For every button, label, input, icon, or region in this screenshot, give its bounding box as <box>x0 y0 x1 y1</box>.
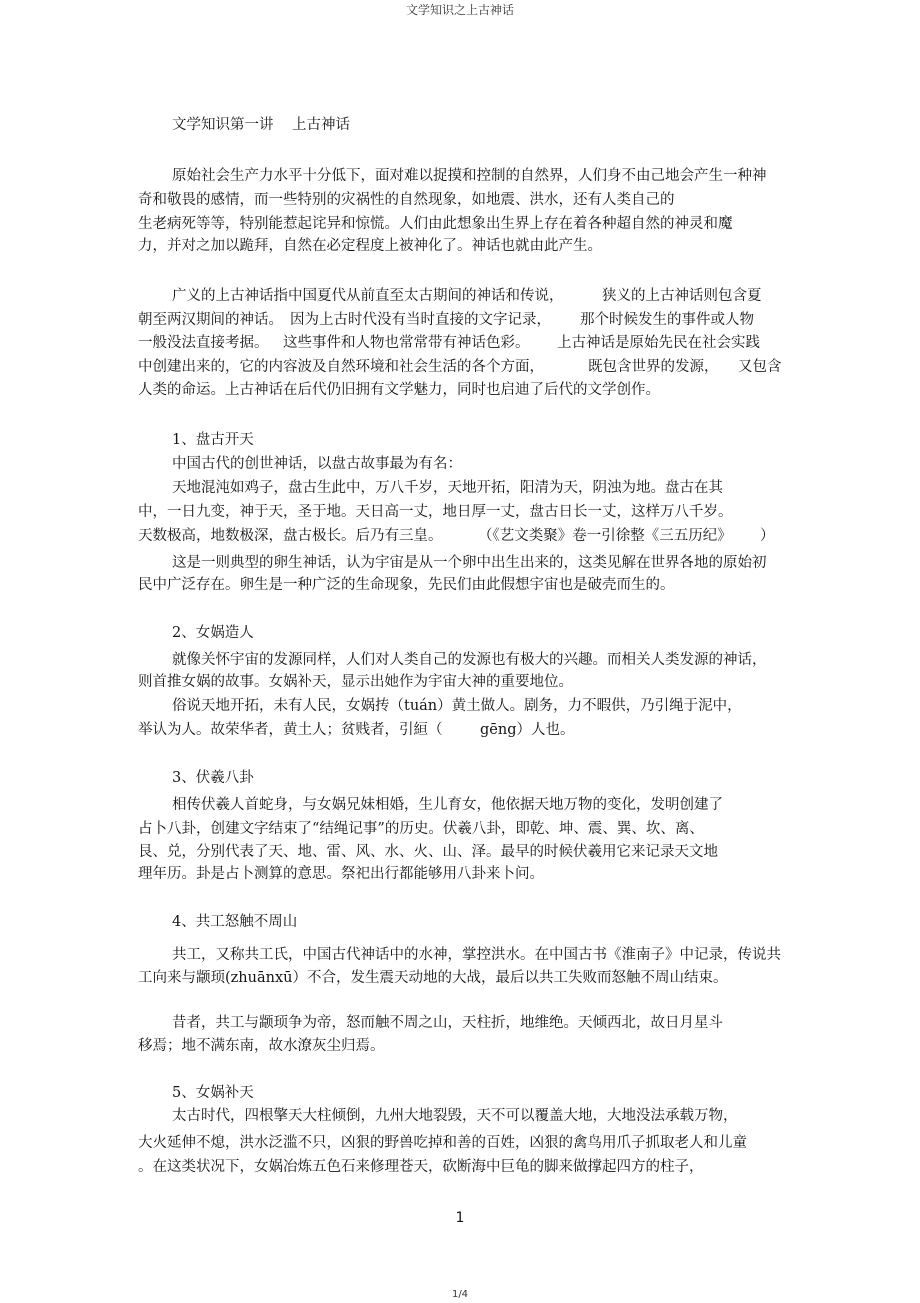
text-segment: 则首推女娲的故事。女娲补天，显示出她作为宇宙大神的重要地位。 <box>138 674 573 690</box>
text-segment: 占卜八卦，创建文字结束了“结绳记事”的历史。伏羲八卦，即乾、坤、震、巽、坎、离、 <box>138 821 704 837</box>
text-segment: 奇和敬畏的感情，而一些特别的灾祸性的自然现象，如地震、洪水，还有人类自己的 <box>138 192 675 208</box>
lecture-topic: 上古神话 <box>292 117 350 133</box>
text-segment: 中国古代的创世神话，以盘古故事最为有名： <box>172 456 462 472</box>
text-segment: 天地混沌如鸡子，盘古生此中，万八千岁，天地开拓，阳清为天，阴浊为地。盘古在其 <box>172 480 723 496</box>
text-segment: 相传伏羲人首蛇身，与女娲兄妹相婚，生儿育女，他依据天地万物的变化，发明创建了 <box>172 797 723 813</box>
section-heading <box>0 913 920 931</box>
text-segment: gēng）人也。 <box>480 722 575 738</box>
text-line <box>0 1158 920 1176</box>
text-segment: 俗说天地开拓，未有人民，女娲抟（tuán）黄土做人。剧务，力不暇供，乃引绳于泥中， <box>172 698 742 714</box>
text-line <box>0 1107 920 1125</box>
text-segment: 那个时候发生的事件或人物 <box>580 312 754 328</box>
text-line <box>0 358 920 376</box>
text-line <box>0 1134 920 1152</box>
text-segment: 狭义的上古神话则包含夏 <box>602 288 762 304</box>
text-line <box>0 503 920 521</box>
text-segment: 又包含 <box>738 359 782 375</box>
text-line <box>0 820 920 838</box>
text-line <box>0 167 920 185</box>
text-line <box>0 673 920 691</box>
section-heading <box>0 769 920 787</box>
text-line <box>0 865 920 883</box>
text-line <box>0 527 920 545</box>
section-heading-text: 5、女娲补天 <box>172 1085 254 1101</box>
text-segment: 太古时代，四根擎天大柱倾倒，九州大地裂毁，天不可以覆盖大地，大地没法承载万物， <box>172 1108 738 1124</box>
text-line <box>0 311 920 329</box>
text-line <box>0 843 920 861</box>
text-line <box>0 721 920 739</box>
page-indicator: 1/4 <box>451 1289 469 1300</box>
text-segment: 移焉；地不满东南，故水潦灰尘归焉。 <box>138 1038 385 1054</box>
text-line <box>0 381 920 399</box>
text-line <box>0 1037 920 1055</box>
text-segment: 昔者，共工与颛顼争为帝，怒而触不周之山，天柱折，地维绝。天倾西北，故日月星斗 <box>172 1015 723 1031</box>
text-segment: 。在这类状况下，女娲冶炼五色石来修理苍天，砍断海中巨龟的脚来做撑起四方的柱子， <box>138 1159 704 1175</box>
text-segment: 因为上古时代没有当时直接的文字记录， <box>290 312 551 328</box>
text-segment: 朝至两汉期间的神话。 <box>138 312 283 328</box>
text-segment: 共工，又称共工氏，中国古代神话中的水神，掌控洪水。在中国古书《淮南子》中记录，传说共 <box>172 947 781 963</box>
text-segment: 原始社会生产力水平十分低下，面对难以捉摸和控制的自然界，人们身不由己地会产生一种神 <box>172 168 767 184</box>
text-line <box>0 946 920 964</box>
text-line <box>0 1014 920 1032</box>
section-heading-text: 2、女娲造人 <box>172 625 254 641</box>
running-title: 文学知识之上古神话 <box>405 3 514 17</box>
text-segment: 大火延伸不熄，洪水泛滥不只，凶狠的野兽吃掉和善的百姓，凶狠的禽鸟用爪子抓取老人和儿童 <box>138 1135 747 1151</box>
section-heading-text: 3、伏羲八卦 <box>172 770 254 786</box>
text-segment: 民中广泛存在。卵生是一种广泛的生命现象，先民们由此假想宇宙也是破壳而生的。 <box>138 577 675 593</box>
text-segment: 力，并对之加以跪拜，自然在必定程度上被神化了。神话也就由此产生。 <box>138 238 602 254</box>
text-segment: 天数极高，地数极深，盘古极长。后乃有三皇。 <box>138 528 443 544</box>
citation: （《艺文类聚》卷一引徐整《三五历纪》 <box>478 528 732 544</box>
text-line <box>0 969 920 987</box>
text-segment: 上古神话是原始先民在社会实践 <box>557 335 760 351</box>
text-line <box>0 554 920 572</box>
lecture-title <box>0 116 920 134</box>
text-line <box>0 479 920 497</box>
section-heading-text: 1、盘古开天 <box>172 432 254 448</box>
text-line <box>0 455 920 473</box>
text-line <box>0 334 920 352</box>
text-segment: 人类的命运。上古神话在后代仍旧拥有文学魅力，同时也启迪了后代的文学创作。 <box>138 382 660 398</box>
text-segment: 理年历。卦是占卜测算的意思。祭祀出行都能够用八卦来卜问。 <box>138 866 544 882</box>
section-heading <box>0 1084 920 1102</box>
text-line <box>0 215 920 233</box>
text-line <box>0 191 920 209</box>
text-line <box>0 697 920 715</box>
text-segment: 既包含世界的发源， <box>588 359 719 375</box>
text-segment: 艮、兑，分别代表了天、地、雷、风、水、火、山、泽。最早的时候伏羲用它来记录天文地 <box>138 844 718 860</box>
text-line <box>0 576 920 594</box>
text-segment: 就像关怀宇宙的发源同样，人们对人类自己的发源也有极大的兴趣。而相关人类发源的神话， <box>172 652 767 668</box>
lecture-number: 文学知识第一讲 <box>172 117 274 133</box>
text-segment: 这是一则典型的卵生神话，认为宇宙是从一个卵中出生出来的，这类见解在世界各地的原始初 <box>172 555 767 571</box>
text-segment: 广义的上古神话指中国夏代从前直至太古期间的神话和传说， <box>172 288 564 304</box>
text-segment: 生老病死等等，特别能惹起诧异和惊慌。人们由此想象出生界上存在着各种超自然的神灵和魔 <box>138 216 733 232</box>
text-segment: 工向来与颛顼(zhuānxū）不合，发生震天动地的大战，最后以共工失败而怒触不周山结束。 <box>138 970 728 986</box>
text-line <box>0 287 920 305</box>
section-heading <box>0 431 920 449</box>
text-line <box>0 651 920 669</box>
text-segment: 一般没法直接考据。 <box>138 335 269 351</box>
page-number: 1 <box>455 1210 465 1226</box>
text-line <box>0 796 920 814</box>
text-segment: 这些事件和人物也常常带有神话色彩。 <box>283 335 530 351</box>
text-segment: 中创建出来的，它的内容波及自然环境和社会生活的各个方面， <box>138 359 544 375</box>
text-segment: 中，一日九变，神于天，圣于地。天日高一丈，地日厚一丈，盘古日长一丈，这样万八千岁。 <box>138 504 733 520</box>
section-heading <box>0 624 920 642</box>
text-segment: 举认为人。故荣华者，黄土人；贫贱者，引絙（ <box>138 722 443 738</box>
text-line <box>0 237 920 255</box>
citation-close: ） <box>760 528 775 544</box>
section-heading-text: 4、共工怒触不周山 <box>172 914 298 930</box>
